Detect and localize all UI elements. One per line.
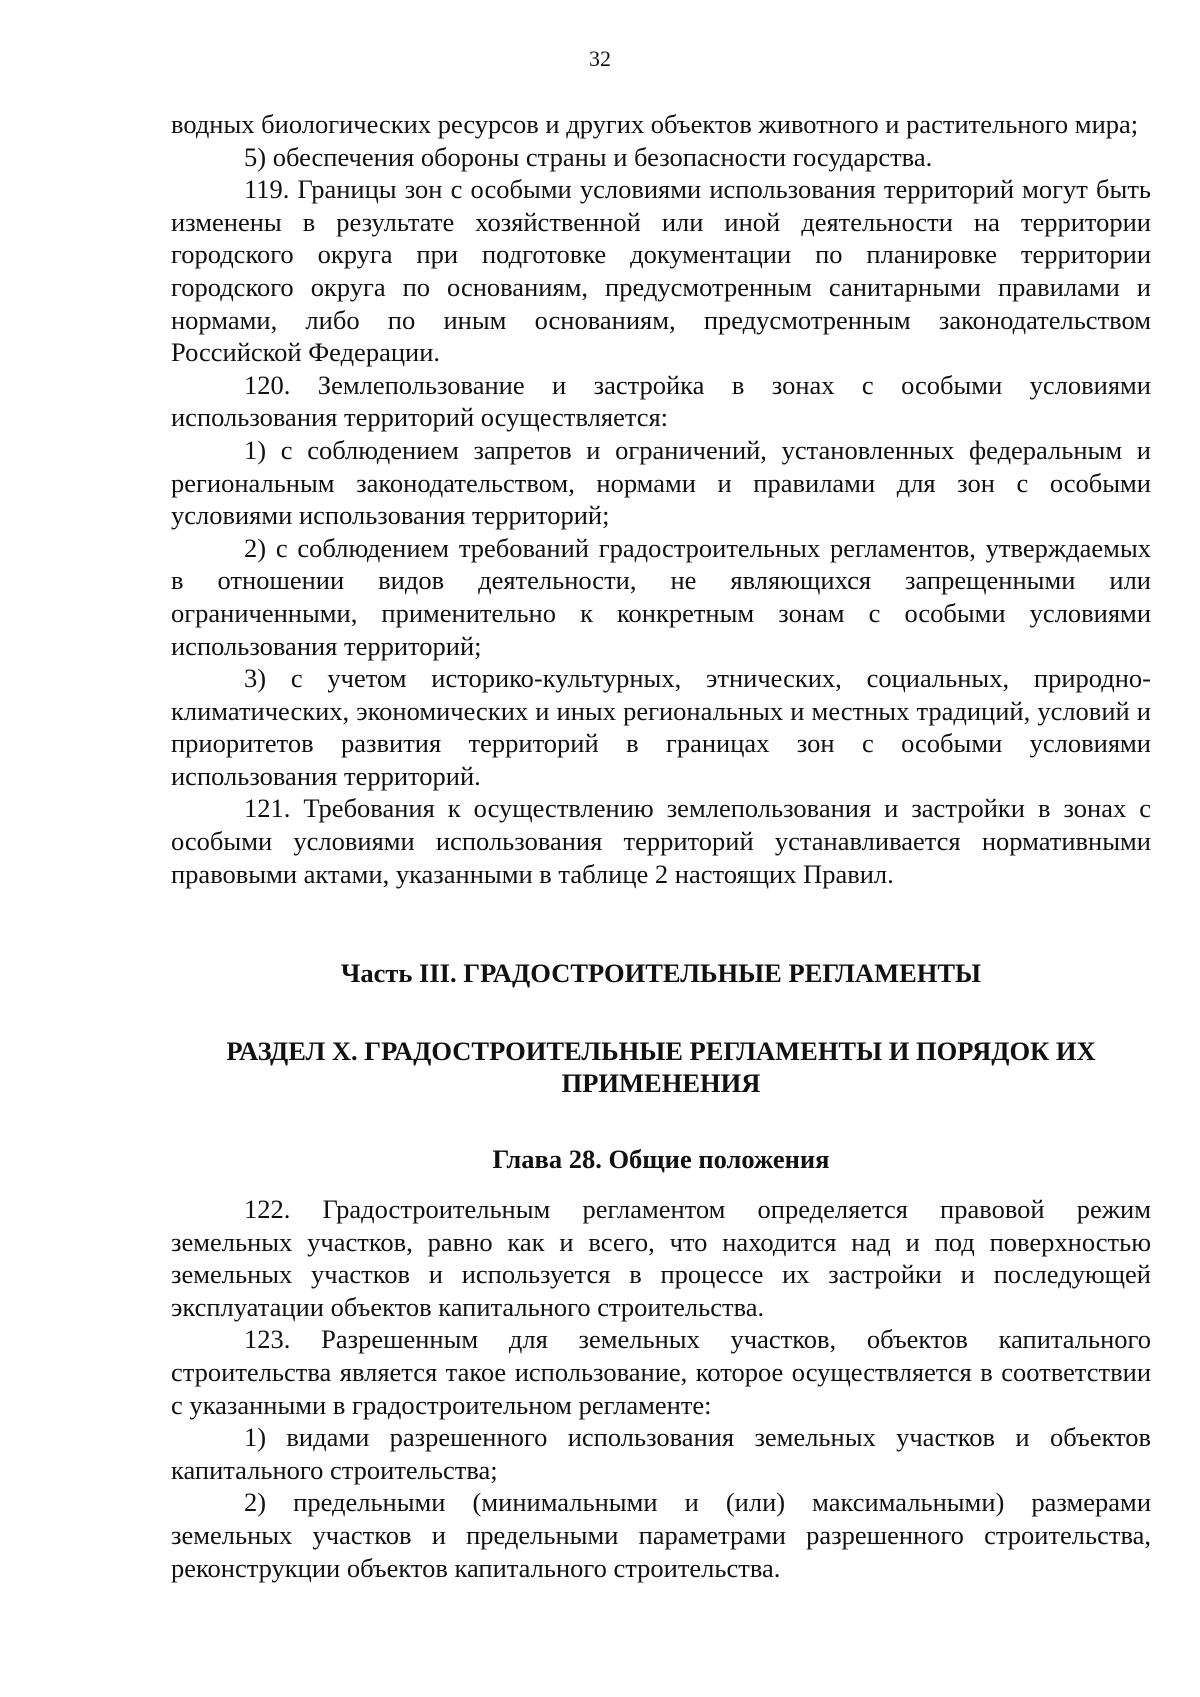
paragraph: 5) обеспечения обороны страны и безопасности государства. [244,141,933,172]
page-number: 32 [589,46,611,71]
chapter-title: Глава 28. Общие положения [492,1144,830,1174]
paragraph: 120. Землепользование и застройка в зонах с особыми условиями использования территорий осуществляется: [171,369,1151,433]
body-text-top [171,108,1151,890]
section-title: РАЗДЕЛ X. ГРАДОСТРОИТЕЛЬНЫЕ РЕГЛАМЕНТЫ И ПОРЯДОК ИХ ПРИМЕНЕНИЯ [226,1036,1096,1098]
paragraph: 3) с учетом историко-культурных, этнических, социальных, природно-климатических, экономических и иных региональных и местных традиций, условий и приоритетов развития территорий в границах зон с особыми условиями использования территорий. [171,663,1151,791]
paragraph: водных биологических ресурсов и других объектов животного и растительного мира; [171,109,1139,139]
paragraph: 1) видами разрешенного использования земельных участков и объектов капитального строительства; [171,1422,1151,1485]
paragraph: 119. Границы зон с особыми условиями использования территорий могут быть изменены в результате хозяйственной или иной деятельности на территории городского округа при подготовке документации по планировке территории городского округа по основаниям, предусмотренным санитарными правилами и нормами, либо по иным основаниям, предусмотренным законодательством Российской Федерации. [171,174,1151,368]
paragraph: 2) с соблюдением требований градостроительных регламентов, утверждаемых в отношении видов деятельности, не являющихся запрещенными или ограниченными, применительно к конкретным зонам с особыми условиями использования территорий; [171,532,1151,661]
part-title: Часть III. ГРАДОСТРОИТЕЛЬНЫЕ РЕГЛАМЕНТЫ [340,958,982,988]
body-text-bottom [171,1193,1151,1584]
headings-block [171,957,1151,1175]
paragraph: 1) с соблюдением запретов и ограничений, установленных федеральным и региональным законодательством, нормами и правилами для зон с особыми условиями использования территорий; [171,434,1151,531]
paragraph: 121. Требования к осуществлению землепользования и застройки в зонах с особыми условиями использования территорий устанавливается нормативными правовыми актами, указанными в таблице 2 настоящих Правил. [171,793,1151,889]
paragraph: 122. Градостроительным регламентом определяется правовой режим земельных участков, равно как и всего, что находится над и под поверхностью земельных участков и используется в процессе их застройки и последующей эксплуатации объектов капитального строительства. [171,1194,1151,1322]
paragraph: 2) предельными (минимальными и (или) максимальными) размерами земельных участков и предельными параметрами разрешенного строительства, реконструкции объектов капитального строительства. [171,1487,1151,1583]
paragraph: 123. Разрешенным для земельных участков, объектов капитального строительства является такое использование, которое осуществляется в соответствии с указанными в градостроительном регламенте: [171,1324,1151,1420]
